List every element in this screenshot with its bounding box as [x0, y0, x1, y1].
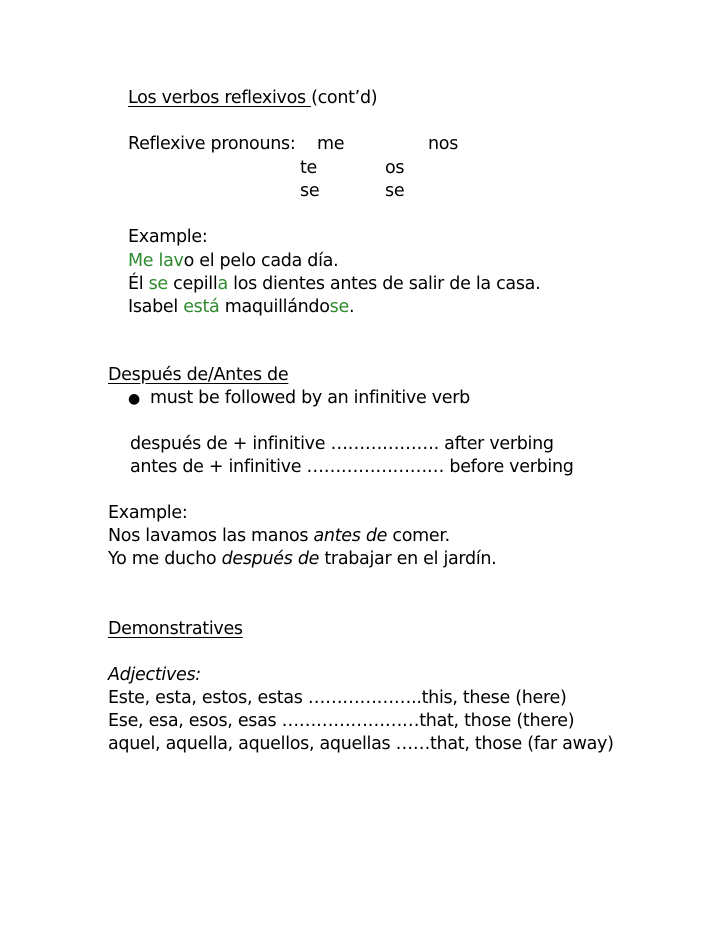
despues-rule-1: después de + infinitive ………………. after verbing: [130, 434, 554, 454]
demonstratives-heading: Demonstratives: [108, 619, 243, 639]
example-1-part-4: el pelo cada día.: [194, 251, 339, 271]
reflexive-heading-title: Los verbos reflexivos: [128, 88, 312, 108]
despues-example-2-italic: después de: [221, 549, 320, 569]
demonstrative-row-1: Este, esta, estos, estas ………………..this, these (here): [108, 688, 567, 708]
despues-example-2: [108, 548, 496, 570]
despues-rule-2: antes de + infinitive …………………… before verbing: [130, 457, 574, 477]
example-3-part-2: maquillándo: [219, 297, 330, 317]
pronoun-singular-1: me: [317, 134, 345, 154]
reflexive-heading-suffix: (cont’d): [311, 88, 378, 108]
despues-example-1-after: comer.: [387, 526, 450, 546]
despues-example-2-after: trabajar en el jardín.: [319, 549, 497, 569]
reflexive-example-label: Example:: [128, 227, 208, 247]
reflexive-heading: [128, 87, 377, 109]
despues-heading: Después de/Antes de: [108, 365, 289, 385]
despues-example-1-italic: antes de: [313, 526, 388, 546]
example-1-part-2: lav: [158, 251, 184, 271]
example-3-part-0: Isabel: [128, 297, 184, 317]
despues-example-label: Example:: [108, 503, 188, 523]
example-2-part-2: cepill: [167, 274, 218, 294]
despues-example-1-before: Nos lavamos las manos: [108, 526, 314, 546]
example-3-part-3: se: [329, 297, 349, 317]
pronoun-plural-1: nos: [428, 134, 459, 154]
reflexive-example-3: [128, 296, 354, 318]
reflexive-example-1: [128, 250, 338, 272]
demonstrative-row-3: aquel, aquella, aquellos, aquellas ……that, those (far away): [108, 734, 614, 754]
example-3-part-4: .: [348, 297, 355, 317]
despues-bullet-text: must be followed by an infinitive verb: [150, 388, 470, 408]
bullet-icon: ●: [128, 391, 140, 407]
pronoun-plural-2: os: [385, 158, 405, 178]
example-2-part-4: los dientes antes de salir de la casa.: [227, 274, 541, 294]
despues-example-1: [108, 525, 450, 547]
adjectives-subheading: Adjectives:: [108, 665, 201, 685]
example-2-part-0: Él: [128, 274, 149, 294]
pronouns-label: Reflexive pronouns:: [128, 134, 296, 154]
example-1-part-3: o: [183, 251, 194, 271]
pronoun-plural-3: se: [385, 181, 405, 201]
example-3-part-1: está: [183, 297, 220, 317]
demonstrative-row-2: Ese, esa, esos, esas ……………………that, those (there): [108, 711, 575, 731]
example-1-part-0: Me: [128, 251, 154, 271]
example-2-part-3: a: [217, 274, 228, 294]
reflexive-example-2: [128, 273, 540, 295]
pronoun-singular-2: te: [300, 158, 318, 178]
pronoun-singular-3: se: [300, 181, 320, 201]
example-2-part-1: se: [148, 274, 168, 294]
despues-example-2-before: Yo me ducho: [108, 549, 222, 569]
